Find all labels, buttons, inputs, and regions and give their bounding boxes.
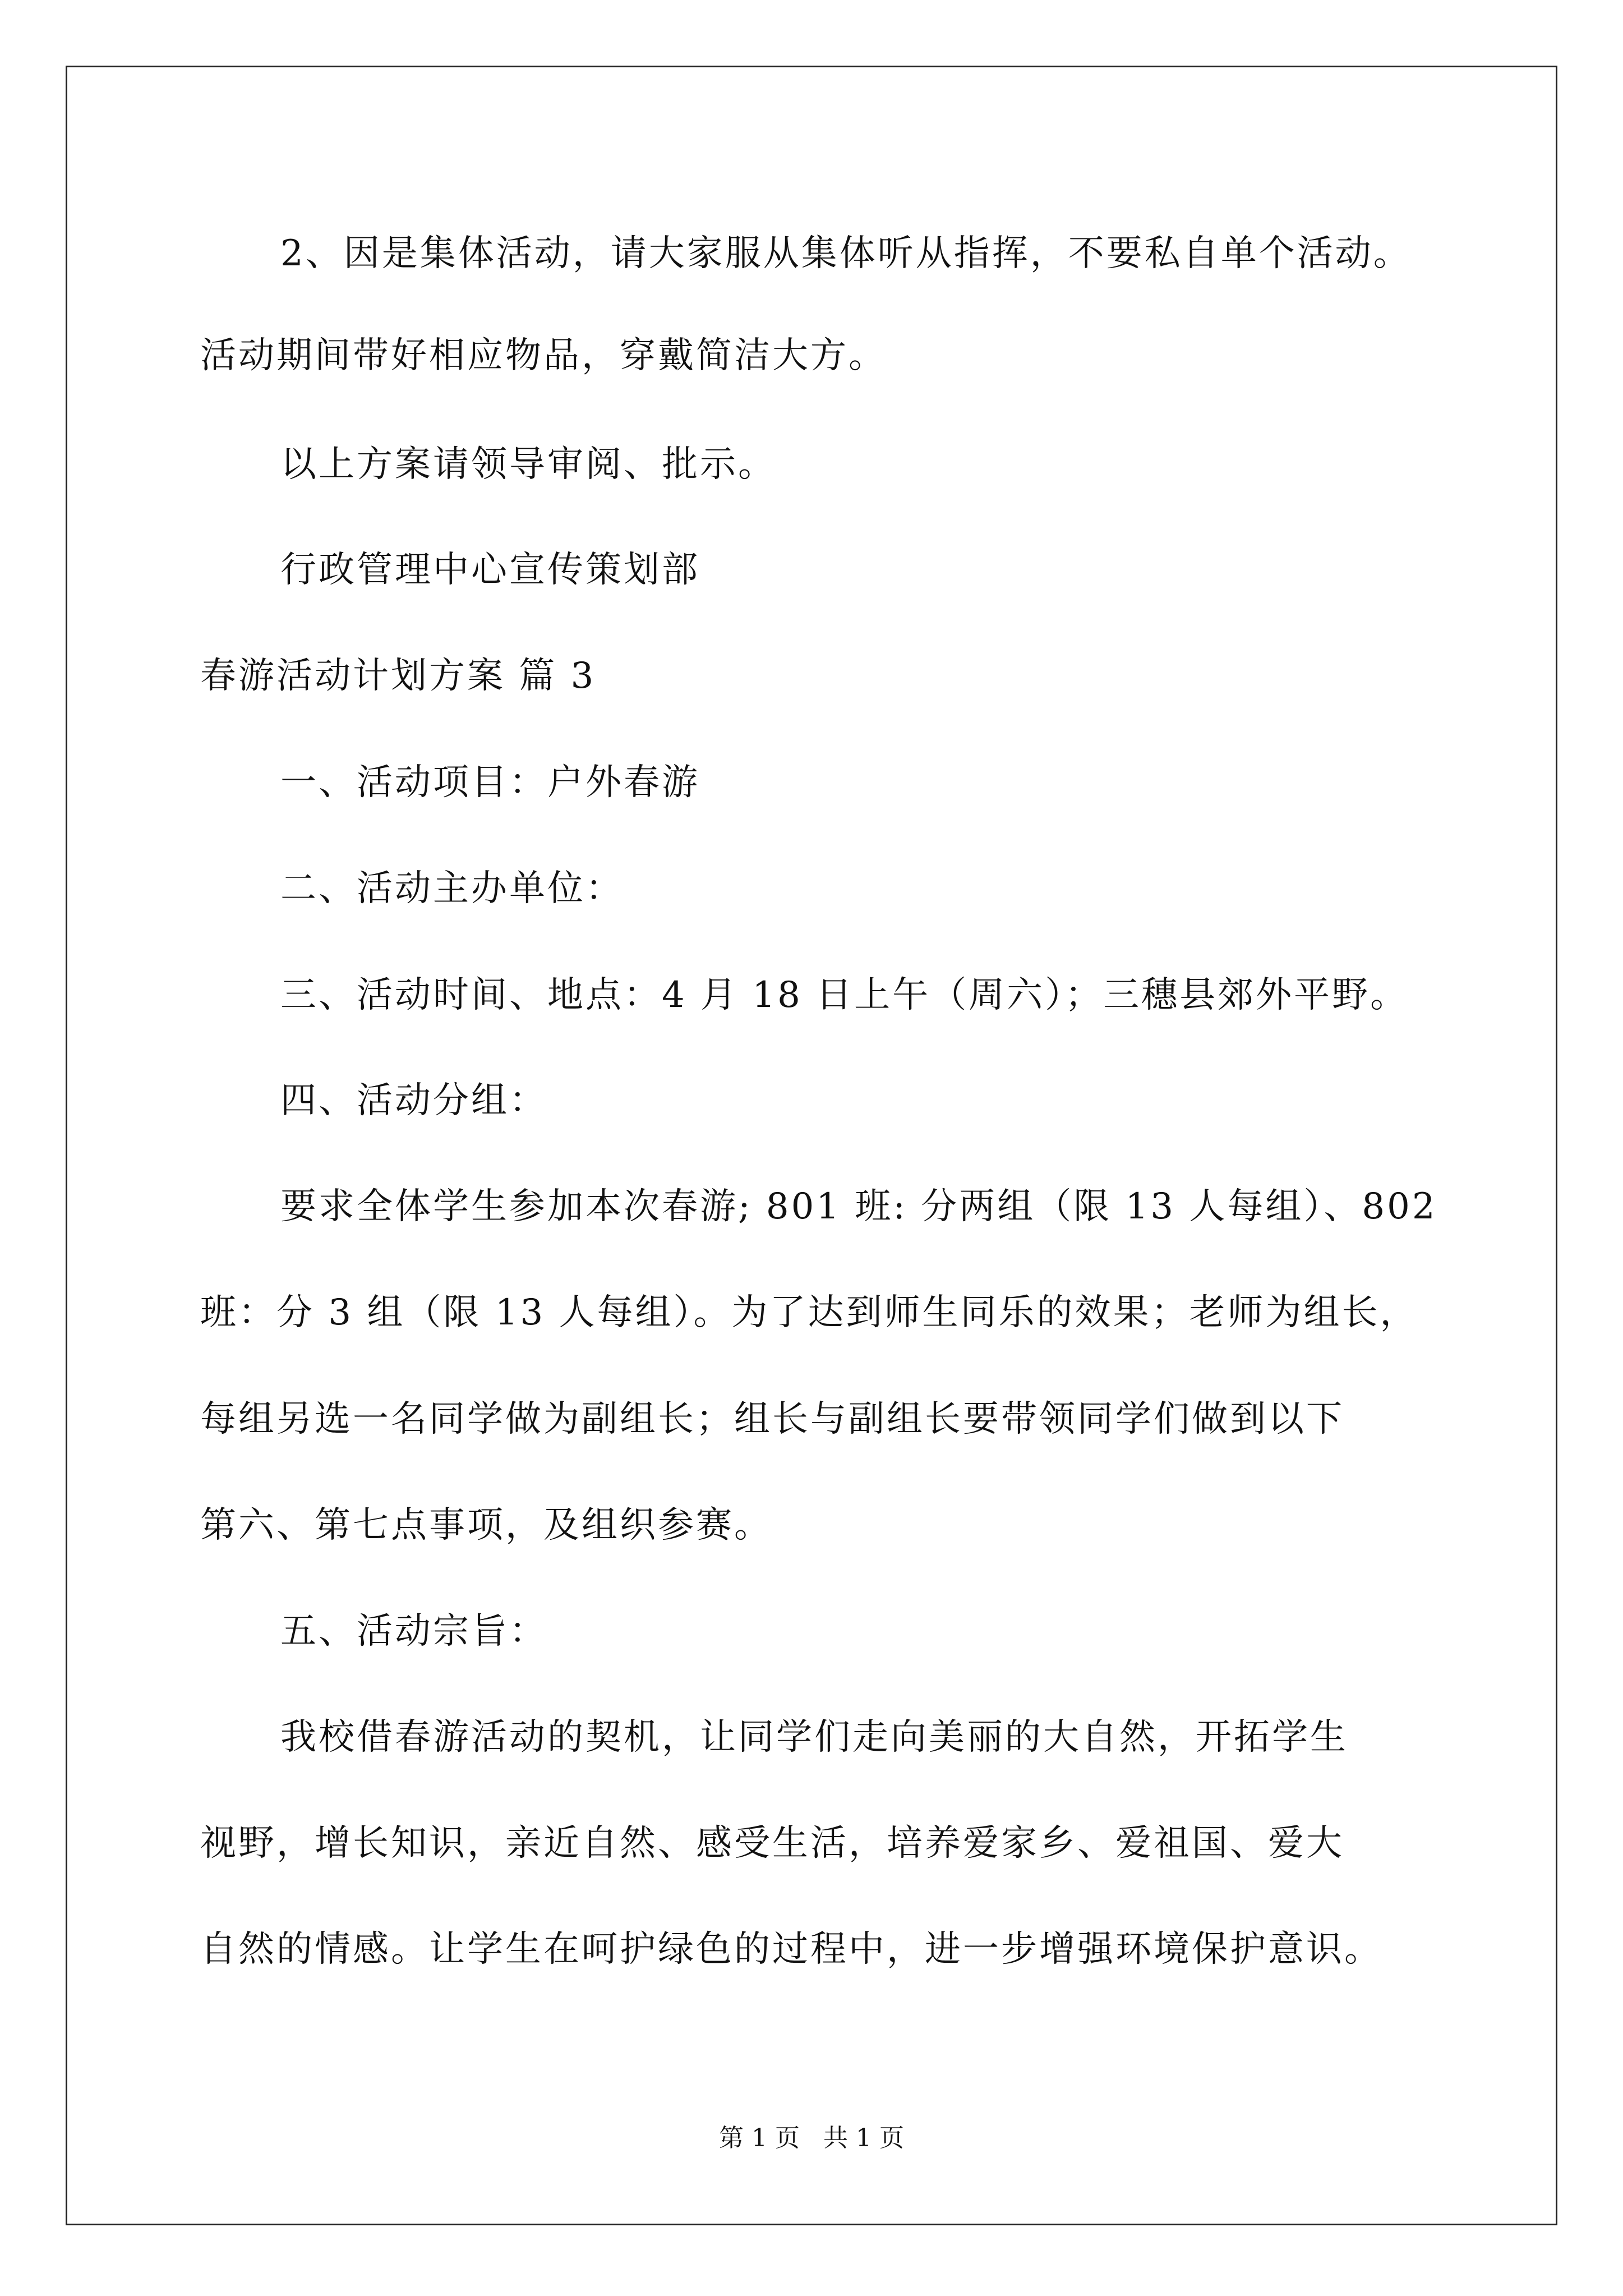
paragraph-line: 以上方案请领导审阅、批示。 bbox=[280, 444, 776, 485]
paragraph-line: 要求全体学生参加本次春游; 801 班: 分两组（限 13 人每组）、802 bbox=[280, 1186, 1437, 1227]
paragraph-line: 自然的情感。让学生在呵护绿色的过程中，进一步增强环境保护意识。 bbox=[200, 1929, 1382, 1970]
signature-line: 行政管理中心宣传策划部 bbox=[280, 549, 700, 591]
paragraph-line: 四、活动分组： bbox=[280, 1080, 547, 1121]
paragraph-line: 班：分 3 组（限 13 人每组）。为了达到师生同乐的效果；老师为组长， bbox=[200, 1292, 1418, 1333]
section-heading: 春游活动计划方案 篇 3 bbox=[200, 655, 596, 697]
paragraph-line: 视野，增长知识，亲近自然、感受生活，培养爱家乡、爱祖国、爱大 bbox=[200, 1823, 1344, 1864]
paragraph-line: 二、活动主办单位： bbox=[280, 868, 624, 909]
page-frame bbox=[66, 66, 1557, 2225]
paragraph-line: 第六、第七点事项，及组织参赛。 bbox=[200, 1504, 772, 1546]
paragraph-line: 每组另选一名同学做为副组长；组长与副组长要带领同学们做到以下 bbox=[200, 1398, 1344, 1440]
paragraph-line: 我校借春游活动的契机，让同学们走向美丽的大自然，开拓学生 bbox=[280, 1717, 1348, 1758]
paragraph-line: 2、因是集体活动，请大家服从集体听从指挥，不要私自单个活动。 bbox=[280, 233, 1412, 274]
paragraph-line: 三、活动时间、地点：4 月 18 日上午（周六）；三穗县郊外平野。 bbox=[280, 974, 1409, 1016]
paragraph-line: 五、活动宗旨： bbox=[280, 1611, 547, 1652]
page-footer: 第 1 页 共 1 页 bbox=[719, 2124, 904, 2152]
paragraph-line: 一、活动项目：户外春游 bbox=[280, 762, 700, 803]
paragraph-line: 活动期间带好相应物品，穿戴简洁大方。 bbox=[200, 335, 887, 376]
